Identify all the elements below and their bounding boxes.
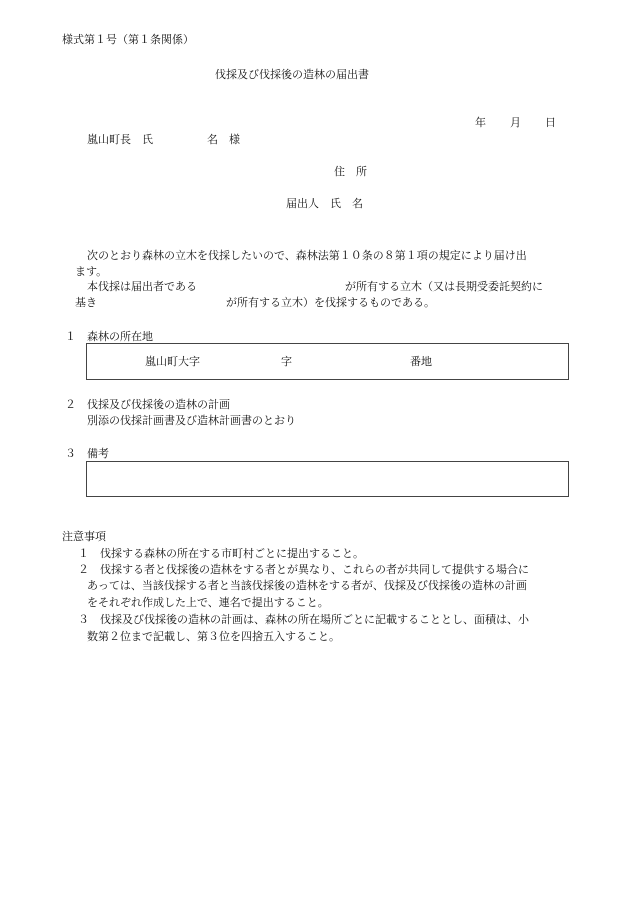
date-month-label: 月: [510, 116, 521, 129]
body-line-3b: が所有する立木（又は長期受委託契約に: [345, 280, 543, 293]
location-banchi-label: 番地: [410, 355, 432, 368]
note-item-2-line-1: ２ 伐採する者と伐採後の造林をする者とが異なり、これらの者が共同して提供する場合に: [78, 563, 529, 576]
note-item-2-line-3: をそれぞれ作成した上で、連名で提出すること。: [87, 596, 329, 609]
date-day-label: 日: [545, 116, 556, 129]
location-oaza-label: 嵐山町大字: [145, 355, 200, 368]
section-1-heading: １ 森林の所在地: [65, 330, 153, 343]
notes-title: 注意事項: [62, 530, 106, 543]
body-line-4a: 基き: [75, 296, 97, 309]
remarks-box: [86, 461, 569, 497]
note-item-3-line-2: 数第２位まで記載し、第３位を四捨五入すること。: [87, 630, 340, 643]
form-title: 伐採及び伐採後の造林の届出書: [215, 68, 369, 81]
forest-location-box: [86, 343, 569, 380]
addressee-prefix: 嵐山町長 氏: [87, 133, 153, 146]
body-line-2: ます。: [75, 265, 108, 278]
date-year-label: 年: [475, 116, 486, 129]
location-aza-label: 字: [281, 355, 292, 368]
addressee-name-label: 名 様: [207, 133, 240, 146]
applicant-name-label: 届出人 氏 名: [286, 197, 363, 210]
note-item-2-line-2: あっては、当該伐採する者と当該伐採後の造林をする者が、伐採及び伐採後の造林の計画: [87, 579, 527, 592]
body-line-1: 次のとおり森林の立木を伐採したいので、森林法第１０条の８第１項の規定により届け出: [87, 249, 527, 262]
body-line-4b: が所有する立木）を伐採するものである。: [226, 296, 435, 309]
body-line-3a: 本伐採は届出者である: [87, 280, 197, 293]
note-item-1: １ 伐採する森林の所在する市町村ごとに提出すること。: [78, 547, 364, 560]
note-item-3-line-1: ３ 伐採及び伐採後の造林の計画は、森林の所在場所ごとに記載することとし、面積は、小: [78, 613, 529, 626]
applicant-address-label: 住 所: [334, 165, 367, 178]
section-2-text: 別添の伐採計画書及び造林計画書のとおり: [87, 414, 296, 427]
form-number: 様式第１号（第１条関係）: [62, 33, 194, 46]
section-2-heading: ２ 伐採及び伐採後の造林の計画: [65, 398, 230, 411]
section-3-heading: ３ 備考: [65, 447, 109, 460]
